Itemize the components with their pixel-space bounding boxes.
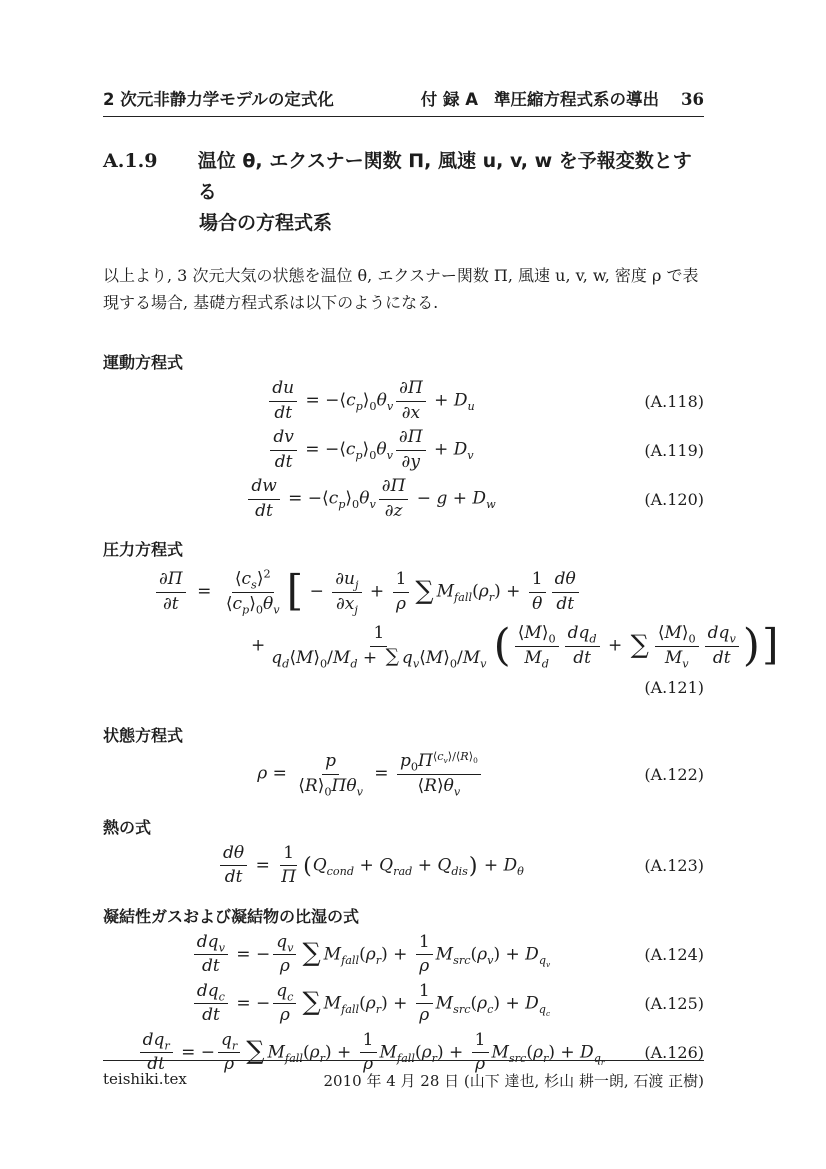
page-footer bbox=[103, 1060, 704, 1091]
label-humidity-equations: 凝結性ガスおよび凝結物の比湿の式 bbox=[103, 906, 360, 926]
label-equations-of-motion: 運動方程式 bbox=[103, 353, 184, 372]
equation-tag-a125: (A.125) bbox=[644, 994, 704, 1014]
equation-a125 bbox=[103, 982, 704, 1026]
label-pressure-equation: 圧力方程式 bbox=[103, 540, 184, 560]
equation-a120 bbox=[103, 477, 704, 521]
equation-a121-line2: + $\frac{1}{q_d⟨M⟩_0/M_d + \sum q_v⟨M⟩_0/M_v}$ ( $\frac{⟨M⟩_0}{M_d}$ $dq_d$ dt + ∑ $\frac{⟨M⟩_0}{M_v}$ $dq_v$ dt )] bbox=[251, 620, 779, 672]
equation-a123 bbox=[103, 844, 704, 888]
equation-a118-math: $\frac{du}{dt}$ = $-⟨c_p⟩_0\theta_v$ $\frac{\partial\Pi}{\partial x}$ + $D_u$ bbox=[103, 379, 638, 423]
equation-group-heat bbox=[103, 844, 704, 888]
equation-tag-a126: (A.126) bbox=[644, 1043, 704, 1063]
intro-line2: 現する場合, 基礎方程式系は以下のようになる. bbox=[103, 293, 439, 312]
page-header bbox=[103, 86, 704, 117]
equation-tag-a124: (A.124) bbox=[644, 945, 704, 965]
equation-a122-math: ρ = p $⟨R⟩_0\Pi\theta_v$ = $\frac{p_0\Pi^{⟨c_v⟩/⟨R⟩_0}}{⟨R⟩\theta_v}$ bbox=[103, 752, 638, 796]
section-title-line1 bbox=[103, 146, 704, 208]
header-appendix-title: 準圧縮方程式系の導出 bbox=[494, 90, 660, 109]
section-title-line2: 場合の方程式系 bbox=[199, 212, 333, 234]
equation-tag-a122: (A.122) bbox=[644, 765, 704, 785]
page-content bbox=[103, 86, 779, 1080]
footer-filename: teishiki.tex bbox=[103, 1070, 187, 1088]
intro-paragraph bbox=[103, 262, 704, 316]
equation-a124-math: $dq_v$ dt = − $\frac{q_v}{\rho}$ ∑ $M_{fall}(\rho_r)$ + $\frac{1}{\rho}$ $M_{src}(\rho_v) + D_{q_v}$ bbox=[103, 933, 638, 977]
equation-group-motion bbox=[103, 379, 704, 521]
equation-a124 bbox=[103, 933, 704, 977]
footer-date-authors: 2010 年 4 月 28 日 (山下 達也, 杉山 耕一朗, 石渡 正樹) bbox=[323, 1072, 704, 1090]
equation-a119 bbox=[103, 428, 704, 472]
equation-tag-a121: (A.121) bbox=[644, 678, 704, 698]
equation-a118 bbox=[103, 379, 704, 423]
section-title bbox=[103, 146, 704, 239]
header-right-group bbox=[421, 86, 704, 110]
equation-a121-line1: $\frac{\partial\Pi}{\partial t}$ = $\frac{⟨c_s⟩^2}{⟨c_p⟩_0\theta_v}$ [ − $\frac{\partial u_j}{\partial x_j}$ + $\frac{1}{\rho}$ ∑ $M_{fall}(\rho_r)$ + $\frac{1}{\theta}$ $\frac{d\theta}{dt}$ bbox=[103, 570, 704, 614]
header-appendix-label: 付 録 A bbox=[420, 90, 479, 109]
equation-a122 bbox=[103, 749, 704, 799]
section-title-text: 温位 θ, エクスナー関数 Π, 風速 u, v, w を予報変数とする bbox=[197, 150, 692, 203]
header-chapter-title: 2 次元非静力学モデルの定式化 bbox=[103, 90, 334, 109]
section-number: A.1.9 bbox=[103, 150, 158, 172]
page-number: 36 bbox=[681, 90, 704, 109]
equation-a123-math: $\frac{d\theta}{dt}$ = $\frac{1}{\Pi}$ $(Q_{cond} + Q_{rad} + Q_{dis}) + D_\theta$ bbox=[103, 844, 638, 888]
equation-a125-math: $dq_c$ dt = − $\frac{q_c}{\rho}$ ∑ $M_{fall}(\rho_r)$ + $\frac{1}{\rho}$ $M_{src}(\rho_c) + D_{q_c}$ bbox=[103, 982, 638, 1026]
intro-line1: 以上より, 3 次元大気の状態を温位 θ, エクスナー関数 Π, 風速 u, v, w, 密度 ρ で表 bbox=[103, 266, 699, 285]
equation-a121 bbox=[103, 567, 779, 698]
equation-tag-a119: (A.119) bbox=[644, 440, 704, 460]
equation-a119-math: $\frac{dv}{dt}$ = $-⟨c_p⟩_0\theta_v$ $\frac{\partial\Pi}{\partial y}$ + $D_v$ bbox=[103, 428, 638, 472]
label-state-equation: 状態方程式 bbox=[103, 726, 184, 746]
equation-tag-a123: (A.123) bbox=[644, 856, 704, 876]
equation-group-state bbox=[103, 749, 704, 799]
equation-a120-math: $\frac{dw}{dt}$ = $-⟨c_p⟩_0\theta_v$ $\frac{\partial\Pi}{\partial z}$ − $g + D_w$ bbox=[103, 477, 638, 521]
equation-group-humidity bbox=[103, 933, 704, 1075]
equation-tag-a118: (A.118) bbox=[644, 391, 704, 411]
label-heat-equation: 熱の式 bbox=[103, 817, 152, 837]
equation-tag-a120: (A.120) bbox=[644, 489, 704, 509]
equation-a126-math: $dq_r$ dt = − $\frac{q_r}{\rho}$ ∑ $M_{fall}(\rho_r)$ + $\frac{1}{\rho}$ $M_{fall}(\rho_r)$ + $\frac{1}{\rho}$ $M_{src}(\rho_r) + D_{q_r}$ bbox=[103, 1031, 638, 1075]
